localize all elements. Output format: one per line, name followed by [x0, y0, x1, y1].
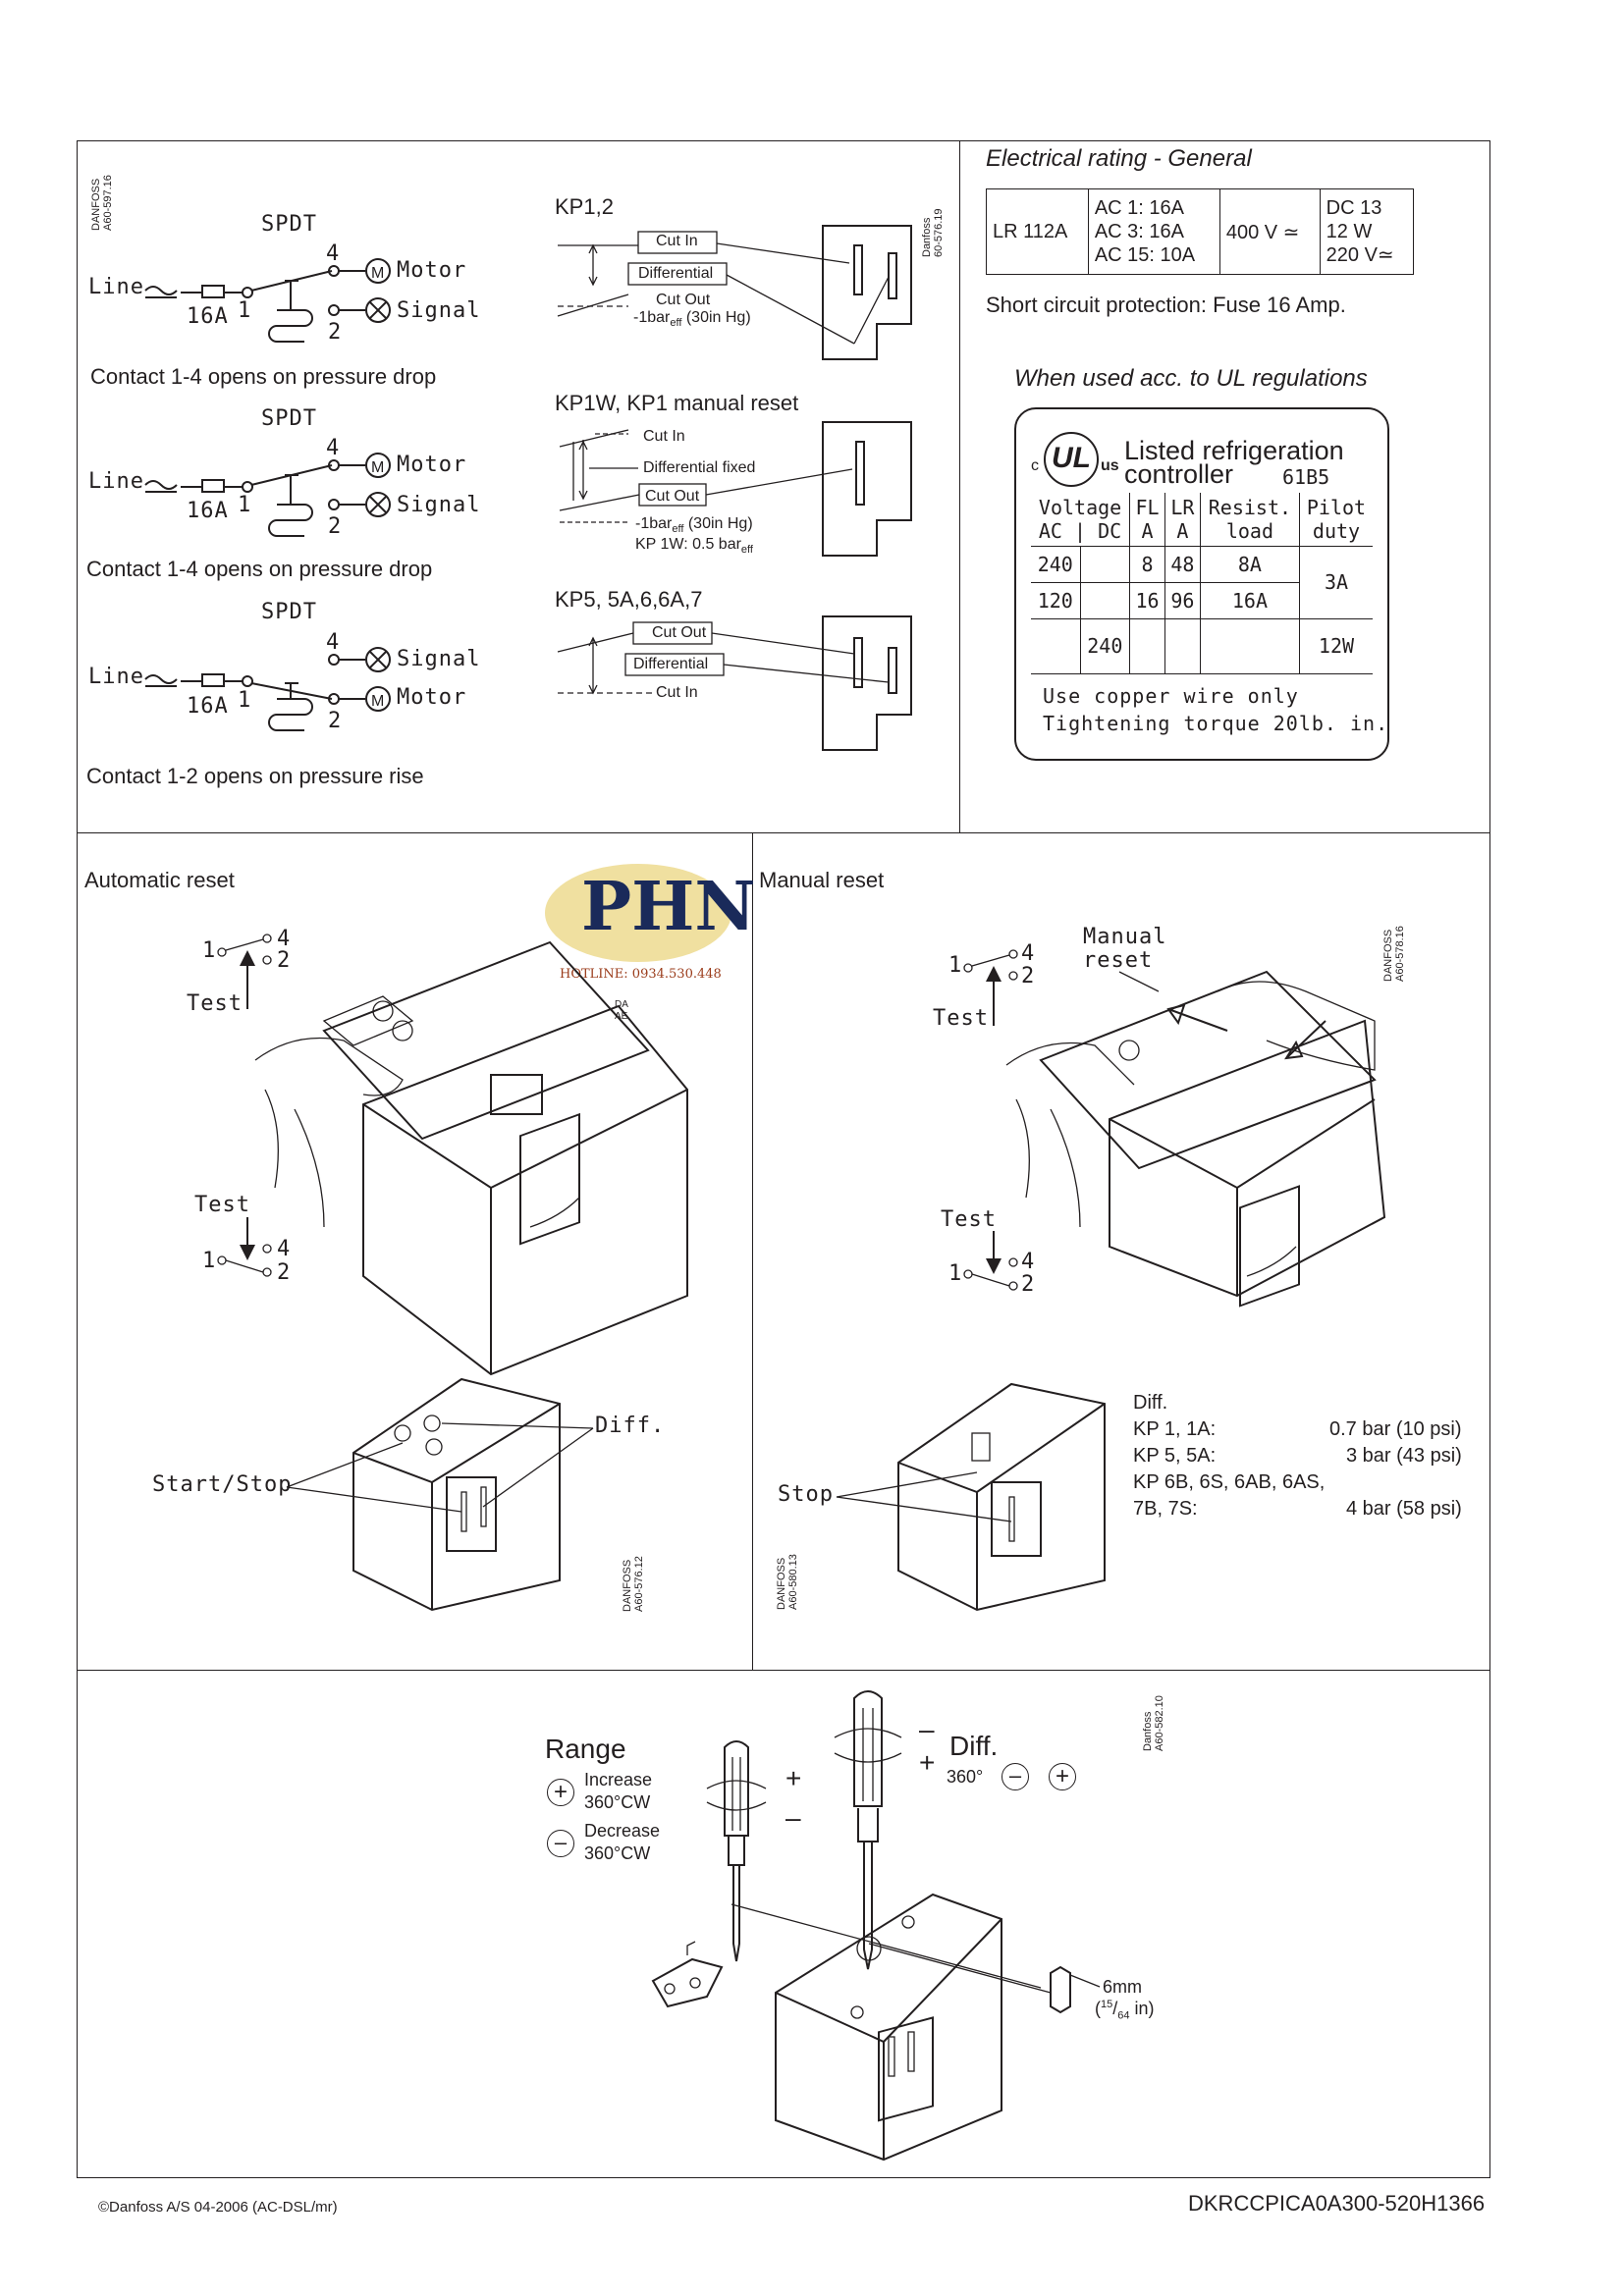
- contact-1-3: 1: [238, 688, 252, 713]
- kp-title-2: KP1W, KP1 manual reset: [555, 391, 799, 415]
- spdt-title-3: SPDT: [261, 600, 317, 624]
- svg-text:M: M: [371, 265, 385, 282]
- diff-title: Diff.: [1133, 1392, 1168, 1414]
- manual-n1-bottom: 1: [948, 1261, 963, 1286]
- phn-code: DA AE: [615, 999, 628, 1022]
- ul-torque: Tightening torque 20lb. in.: [1043, 712, 1389, 735]
- start-stop-label: Start/Stop: [152, 1472, 293, 1497]
- line-label-2: Line: [88, 469, 144, 494]
- line-label: Line: [88, 275, 144, 299]
- kp2-vacuum: -1bar$_{eff}$ (30in Hg): [635, 515, 753, 536]
- kp1-differential: Differential: [638, 265, 714, 282]
- ul-cell: [1031, 618, 1080, 673]
- voltage-cell: 400 V ≃: [1219, 189, 1320, 275]
- ul-cell: [1080, 546, 1130, 582]
- kp-code: Danfoss 60-576.19: [921, 208, 945, 257]
- ul-cell: 16: [1130, 582, 1165, 618]
- manual-test-top: Test: [933, 1006, 989, 1031]
- ul-cell: 240: [1031, 546, 1080, 582]
- electrical-title: Electrical rating - General: [986, 145, 1252, 172]
- hex-size-inch: ($^{15}/_{64}$ in): [1095, 1999, 1155, 2022]
- contact-4: 4: [326, 241, 341, 266]
- signal-label: Signal: [397, 298, 481, 323]
- line-label-3: Line: [88, 665, 144, 689]
- fuse-label-2: 16A: [187, 499, 229, 523]
- manual-reset-label-1: Manual: [1083, 925, 1167, 949]
- range-title: Range: [545, 1734, 626, 1764]
- ul-us: us: [1101, 457, 1119, 474]
- automatic-reset-title: Automatic reset: [84, 868, 235, 892]
- diff-row-1-value: 0.7 bar (10 psi): [1329, 1418, 1462, 1440]
- svg-text:M: M: [371, 459, 385, 476]
- auto-n2-bottom: 2: [277, 1260, 292, 1285]
- kp-title-1: KP1,2: [555, 194, 614, 219]
- manual-test-bottom: Test: [941, 1207, 997, 1232]
- range-increase-deg: 360°CW: [584, 1792, 651, 1812]
- svg-text:M: M: [371, 693, 385, 710]
- manual-n2-bottom: 2: [1021, 1272, 1036, 1297]
- manual-n4-top: 4: [1021, 941, 1036, 966]
- manual-code-top: DANFOSS A60-578.16: [1382, 926, 1406, 982]
- manual-n2-top: 2: [1021, 964, 1036, 988]
- auto-n1-bottom: 1: [202, 1249, 217, 1273]
- contact-1: 1: [238, 298, 252, 323]
- spdt-title: SPDT: [261, 212, 317, 237]
- ul-cell: 8: [1130, 546, 1165, 582]
- ul-rating-table: [1031, 493, 1373, 674]
- auto-code: DANFOSS A60-576.12: [622, 1556, 645, 1612]
- diff-minus-icon: –: [1001, 1763, 1029, 1790]
- kp3-cut-in: Cut In: [656, 684, 698, 701]
- auto-diff-label: Diff.: [595, 1414, 666, 1438]
- ul-cell: 48: [1164, 546, 1200, 582]
- auto-n1-top: 1: [202, 938, 217, 963]
- phn-hotline: HOTLINE: 0934.530.448: [560, 967, 722, 982]
- motor-label-2: Motor: [397, 453, 467, 477]
- range-decrease-deg: 360°CW: [584, 1843, 651, 1863]
- manual-n4-bottom: 4: [1021, 1250, 1036, 1274]
- kp2-kp1w: KP 1W: 0.5 bar$_{eff}$: [635, 536, 753, 557]
- adjustment-illustration: [0, 0, 1, 1]
- signal-label-3: Signal: [397, 647, 481, 671]
- screwdriver-1-plus: +: [785, 1763, 802, 1793]
- contact-1-2: 1: [238, 493, 252, 517]
- diff-adjust-deg: 360°: [947, 1767, 984, 1787]
- kp1-cut-out: Cut Out: [656, 292, 711, 308]
- diff-row-3-model: KP 6B, 6S, 6AB, 6AS,: [1133, 1471, 1326, 1493]
- kp1-vacuum: -1bar$_{eff}$ (30in Hg): [633, 309, 751, 330]
- ul-code: 61B5: [1282, 465, 1330, 489]
- kp2-diff-fixed: Differential fixed: [643, 459, 756, 476]
- fuse-label: 16A: [187, 304, 229, 329]
- auto-n4-top: 4: [277, 927, 292, 951]
- increase-icon: +: [547, 1779, 574, 1806]
- doc-code: DANFOSS A60-597.16: [90, 175, 114, 231]
- kp3-differential: Differential: [633, 656, 709, 672]
- fuse-label-3: 16A: [187, 694, 229, 719]
- signal-label-2: Signal: [397, 493, 481, 517]
- motor-label: Motor: [397, 258, 467, 283]
- manual-code-bottom: DANFOSS A60-580.13: [776, 1554, 799, 1610]
- manual-reset-label-2: reset: [1083, 948, 1154, 973]
- screwdriver-2-minus: –: [919, 1714, 935, 1744]
- ul-title: When used acc. to UL regulations: [1014, 365, 1368, 392]
- wiring-caption-3: Contact 1-2 opens on pressure rise: [86, 764, 424, 788]
- wiring-caption: Contact 1-4 opens on pressure drop: [90, 364, 437, 389]
- auto-n2-top: 2: [277, 948, 292, 973]
- ul-listed-1: Listed refrigeration: [1124, 436, 1344, 465]
- adjust-code: Danfoss A60-582.10: [1142, 1695, 1165, 1751]
- kp2-cut-out: Cut Out: [645, 488, 700, 505]
- ul-h-res: Resist. load: [1200, 493, 1299, 546]
- wiring-caption-2: Contact 1-4 opens on pressure drop: [86, 557, 433, 581]
- spdt-title-2: SPDT: [261, 406, 317, 431]
- ul-cell: [1130, 618, 1165, 673]
- range-decrease: Decrease: [584, 1821, 661, 1841]
- ul-cell: 96: [1164, 582, 1200, 618]
- diff-row-2-model: KP 5, 5A:: [1133, 1445, 1217, 1467]
- panel-adjustment: [77, 1670, 1490, 2178]
- manual-n1-top: 1: [948, 953, 963, 978]
- screwdriver-2-plus: +: [919, 1747, 936, 1778]
- motor-label-3: Motor: [397, 685, 467, 710]
- contact-2-2: 2: [328, 514, 343, 539]
- kp3-cut-out: Cut Out: [652, 624, 707, 641]
- screwdriver-1-minus: –: [785, 1802, 801, 1833]
- electrical-rating-table: [986, 188, 1414, 275]
- hex-size-mm: 6mm: [1103, 1977, 1142, 1997]
- ul-cell: 8A: [1200, 546, 1299, 582]
- diff-row-1-model: KP 1, 1A:: [1133, 1418, 1217, 1440]
- auto-test-top: Test: [187, 991, 243, 1016]
- ul-cell: [1200, 618, 1299, 673]
- ul-cell: 16A: [1200, 582, 1299, 618]
- diff-row-2-value: 3 bar (43 psi): [1346, 1445, 1462, 1467]
- manual-reset-title: Manual reset: [759, 868, 885, 892]
- panel-top-left: [77, 140, 960, 833]
- diff-row-4-value: 4 bar (58 psi): [1346, 1498, 1462, 1520]
- dc-cell: DC 13 12 W 220 V≃: [1320, 189, 1413, 275]
- contact-4-2: 4: [326, 436, 341, 460]
- phn-logo-text: PHN: [581, 868, 756, 946]
- kp-title-3: KP5, 5A,6,6A,7: [555, 587, 703, 612]
- ul-h-voltage: Voltage AC | DC: [1031, 493, 1130, 546]
- ac-cell: AC 1: 16A AC 3: 16A AC 15: 10A: [1088, 189, 1219, 275]
- ul-h-lr: LR A: [1164, 493, 1200, 546]
- auto-test-bottom: Test: [194, 1193, 250, 1217]
- ul-listed-2: controller: [1124, 459, 1234, 489]
- ul-cell: [1080, 582, 1130, 618]
- auto-n4-bottom: 4: [277, 1237, 292, 1261]
- short-circuit-text: Short circuit protection: Fuse 16 Amp.: [986, 293, 1346, 317]
- ul-cell: 120: [1031, 582, 1080, 618]
- ul-logo: UL: [1044, 432, 1099, 487]
- ul-h-pilot: Pilot duty: [1299, 493, 1373, 546]
- ul-pilot-cell: 3A: [1299, 546, 1373, 618]
- stop-label: Stop: [778, 1482, 834, 1507]
- contact-2-3: 2: [328, 709, 343, 733]
- contact-4-3: 4: [326, 630, 341, 655]
- contact-2: 2: [328, 320, 343, 345]
- ul-cell: [1164, 618, 1200, 673]
- ul-copper: Use copper wire only: [1043, 684, 1299, 708]
- diff-adjust-title: Diff.: [949, 1731, 999, 1761]
- ul-cell: 12W: [1299, 618, 1373, 673]
- kp2-cut-in: Cut In: [643, 428, 685, 445]
- copyright: ©Danfoss A/S 04-2006 (AC-DSL/mr): [98, 2199, 338, 2216]
- lr-cell: LR 112A: [987, 189, 1089, 275]
- ul-h-fl: FL A: [1130, 493, 1165, 546]
- ul-cell: 240: [1080, 618, 1130, 673]
- document-code: DKRCCPICA0A300-520H1366: [1188, 2191, 1486, 2216]
- ul-c: c: [1031, 457, 1039, 474]
- diff-plus-icon: +: [1049, 1763, 1076, 1790]
- range-increase: Increase: [584, 1770, 653, 1789]
- decrease-icon: –: [547, 1830, 574, 1857]
- kp1-cut-in: Cut In: [656, 233, 698, 249]
- diff-row-4-model: 7B, 7S:: [1133, 1498, 1198, 1520]
